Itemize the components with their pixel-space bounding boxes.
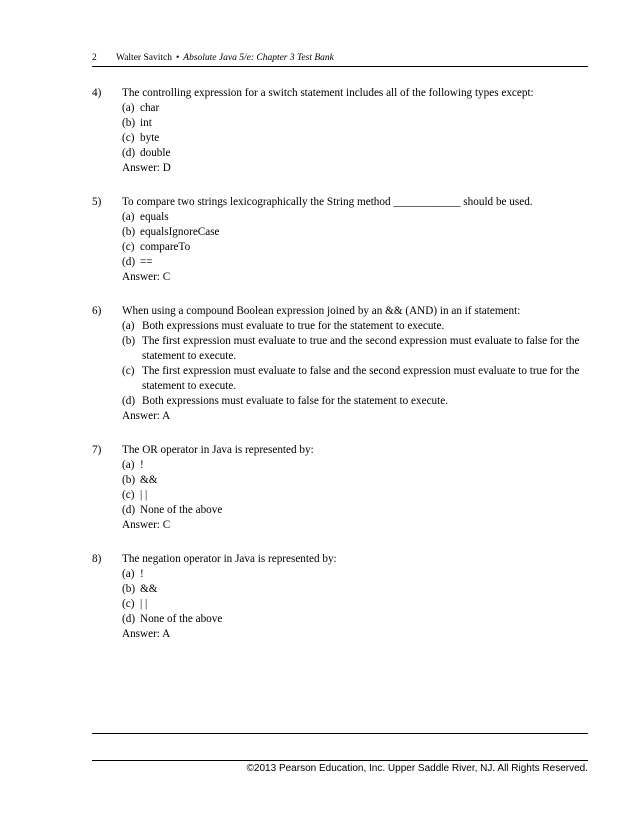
header-bullet: • xyxy=(175,53,180,63)
header-author: Walter Savitch xyxy=(116,53,172,63)
answer-line: Answer: C xyxy=(122,271,171,283)
answer-line: Answer: D xyxy=(122,162,171,174)
option-label: (b) xyxy=(122,117,136,129)
question-list xyxy=(92,86,588,661)
option-text: compareTo xyxy=(140,241,191,253)
option-b xyxy=(122,225,588,240)
option-label: (c) xyxy=(122,489,135,501)
option-c xyxy=(122,240,588,255)
option-text: equals xyxy=(140,211,169,223)
option-a xyxy=(122,458,588,473)
question-text: The negation operator in Java is represented by: xyxy=(122,553,337,565)
option-label: (c) xyxy=(122,241,135,253)
question-5 xyxy=(92,195,588,285)
copyright-notice: ©2013 Pearson Education, Inc. Upper Saddle River, NJ. All Rights Reserved. xyxy=(246,763,588,774)
option-label: (c) xyxy=(122,365,135,377)
question-6 xyxy=(92,304,588,424)
option-label: (a) xyxy=(122,459,135,471)
option-label: (d) xyxy=(122,613,136,625)
option-text: char xyxy=(140,102,160,114)
answer-line: Answer: A xyxy=(122,410,171,422)
question-7 xyxy=(92,443,588,533)
header-book-title: Absolute Java 5/e: Chapter 3 Test Bank xyxy=(183,53,334,63)
option-d xyxy=(122,612,588,627)
option-b xyxy=(122,334,588,364)
question-number: 4) xyxy=(92,87,102,99)
header-rule xyxy=(92,66,588,67)
question-number: 8) xyxy=(92,553,102,565)
option-b xyxy=(122,473,588,488)
option-text: None of the above xyxy=(140,613,223,625)
option-b xyxy=(122,116,588,131)
option-b xyxy=(122,582,588,597)
option-text: ! xyxy=(140,568,144,580)
option-label: (d) xyxy=(122,504,136,516)
answer-line: Answer: A xyxy=(122,628,171,640)
option-d xyxy=(122,394,588,409)
option-a xyxy=(122,210,588,225)
option-label: (d) xyxy=(122,256,136,268)
option-label: (b) xyxy=(122,474,136,486)
question-text: The controlling expression for a switch statement includes all of the following types except: xyxy=(122,87,534,99)
option-text: double xyxy=(140,147,171,159)
option-text: == xyxy=(140,256,153,268)
option-c xyxy=(122,597,588,612)
option-label: (b) xyxy=(122,335,136,347)
option-label: (a) xyxy=(122,320,135,332)
question-number: 5) xyxy=(92,196,102,208)
option-text: The first expression must evaluate to true and the second expression must evaluate to false for the statement to execute. xyxy=(142,335,580,362)
question-text: When using a compound Boolean expression joined by an && (AND) in an if statement: xyxy=(122,305,521,317)
option-a xyxy=(122,101,588,116)
option-label: (b) xyxy=(122,583,136,595)
page-number: 2 xyxy=(92,53,97,63)
option-text: | | xyxy=(140,598,148,610)
question-8 xyxy=(92,552,588,642)
option-label: (c) xyxy=(122,598,135,610)
question-text: The OR operator in Java is represented by: xyxy=(122,444,314,456)
option-text: && xyxy=(140,583,158,595)
option-text: | | xyxy=(140,489,148,501)
answer-line: Answer: C xyxy=(122,519,171,531)
option-d xyxy=(122,503,588,518)
option-text: The first expression must evaluate to false and the second expression must evaluate to true for the statement to execute. xyxy=(142,365,580,392)
footer-rule-bottom xyxy=(92,760,588,761)
option-c xyxy=(122,364,588,394)
option-text: Both expressions must evaluate to false for the statement to execute. xyxy=(142,395,449,407)
option-label: (a) xyxy=(122,102,135,114)
footer-rule-top xyxy=(92,733,588,734)
option-text: && xyxy=(140,474,158,486)
option-text: equalsIgnoreCase xyxy=(140,226,220,238)
option-a xyxy=(122,567,588,582)
page-header xyxy=(92,51,588,65)
question-4 xyxy=(92,86,588,176)
option-text: None of the above xyxy=(140,504,223,516)
option-text: int xyxy=(140,117,152,129)
option-d xyxy=(122,146,588,161)
option-c xyxy=(122,131,588,146)
option-label: (d) xyxy=(122,147,136,159)
option-label: (d) xyxy=(122,395,136,407)
option-label: (a) xyxy=(122,211,135,223)
option-a xyxy=(122,319,588,334)
option-c xyxy=(122,488,588,503)
option-text: byte xyxy=(140,132,160,144)
option-text: Both expressions must evaluate to true for the statement to execute. xyxy=(142,320,445,332)
option-text: ! xyxy=(140,459,144,471)
option-label: (b) xyxy=(122,226,136,238)
option-label: (c) xyxy=(122,132,135,144)
option-d xyxy=(122,255,588,270)
question-text: To compare two strings lexicographically the String method ____________ should be used. xyxy=(122,196,533,208)
question-number: 6) xyxy=(92,305,102,317)
question-number: 7) xyxy=(92,444,102,456)
option-label: (a) xyxy=(122,568,135,580)
